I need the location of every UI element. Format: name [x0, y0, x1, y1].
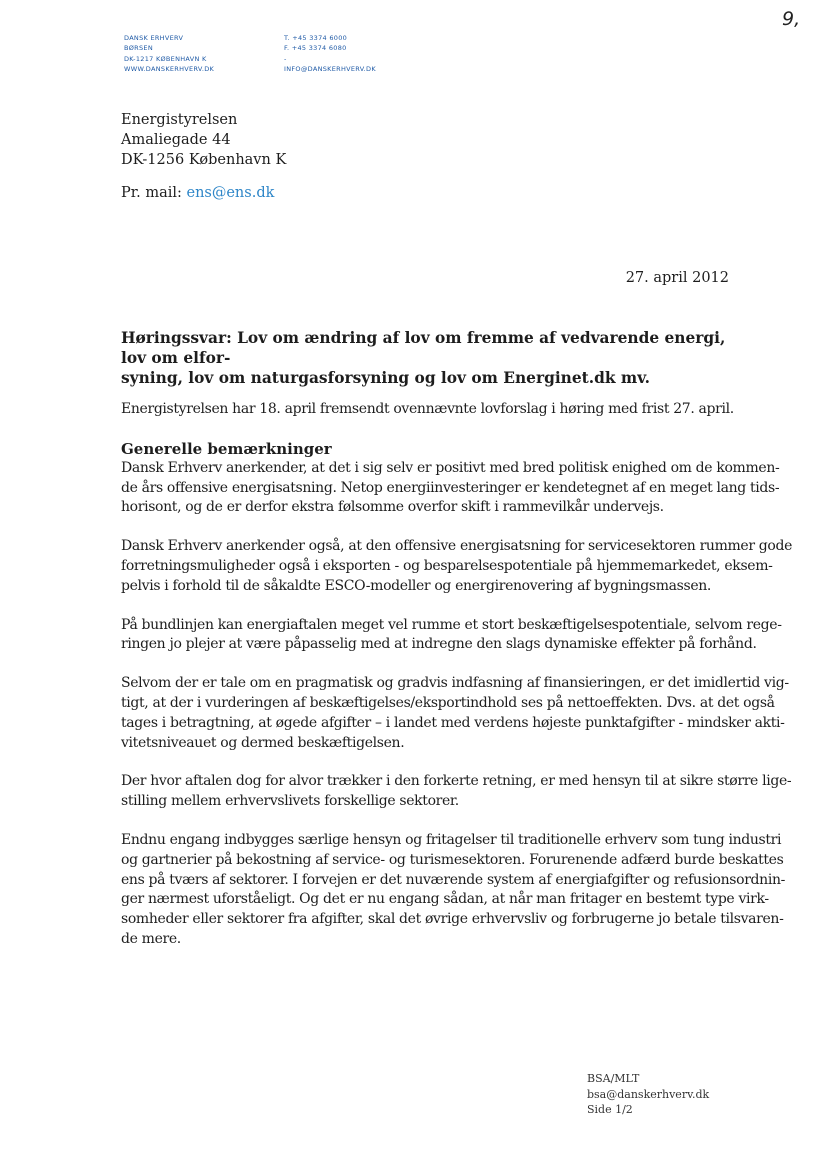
paragraph-line: tigt, at der i vurderingen af beskæftigelses/eksportindhold ses på nettoeffekten. Dvs. at det også: [121, 694, 775, 711]
body-paragraph: [121, 537, 793, 596]
mail-line: [121, 185, 274, 201]
paragraph-line: stilling mellem erhvervslivets forskellige sektorer.: [121, 793, 459, 810]
phone-number: T. +45 3374 6000: [284, 34, 348, 42]
contact-email-link[interactable]: INFO@DANSKERHVERV.DK: [284, 64, 376, 73]
sender-line: DK-1217 KØBENHAVN K: [124, 54, 207, 63]
subject-line: Høringssvar: Lov om ændring af lov om fremme af vedvarende energi, lov om elfor-: [121, 329, 726, 367]
sender-website-link[interactable]: WWW.DANSKERHVERV.DK: [124, 64, 215, 73]
recipient-city: DK-1256 København K: [121, 152, 287, 168]
recipient-address: [121, 110, 286, 170]
recipient-email-link[interactable]: ens@ens.dk: [186, 185, 275, 201]
section-heading: Generelle bemærkninger: [121, 439, 332, 458]
paragraph-gap: [121, 753, 733, 772]
paragraph-gap: [121, 518, 733, 537]
letter-date: 27. april 2012: [625, 270, 729, 286]
recipient-name: Energistyrelsen: [121, 112, 238, 128]
intro-paragraph: Energistyrelsen har 18. april fremsendt ovennævnte lovforslag i høring med frist 27. april.: [121, 401, 734, 417]
paragraph-line: Der hvor aftalen dog for alvor trækker i den forkerte retning, er med hensyn til at sikre større lige-: [121, 773, 792, 790]
body-paragraph: [121, 772, 792, 812]
paragraph-line: de mere.: [121, 930, 181, 947]
paragraph-gap: [121, 812, 733, 831]
body-paragraph: [121, 616, 782, 656]
paragraph-line: Selvom der er tale om en pragmatisk og gradvis indfasning af finansieringen, er det imidlertid vig-: [121, 675, 789, 692]
paragraph-line: ens på tværs af sektorer. I forvejen er det nuværende system af energiafgifter og refusionsordnin-: [121, 871, 785, 888]
handwritten-page-number: 9,: [782, 8, 801, 30]
paragraph-line: og gartnerier på bekostning af service- og turismesektoren. Forurenende adfærd burde beskattes: [121, 851, 784, 868]
fax-number: F. +45 3374 6080: [284, 44, 347, 53]
paragraph-gap: [121, 655, 733, 674]
footer-initials: BSA/MLT: [587, 1072, 640, 1085]
paragraph-line: ringen jo plejer at være påpasselig med at indregne den slags dynamiske effekter på forhånd.: [121, 636, 757, 653]
paragraph-line: horisont, og de er derfor ekstra følsomme overfor skift i rammevilkår undervejs.: [121, 499, 664, 516]
paragraph-line: pelvis i forhold til de såkaldte ESCO-modeller og energirenovering af bygningsmassen.: [121, 577, 712, 594]
paragraph-gap: [121, 597, 733, 616]
paragraph-line: På bundlinjen kan energiaftalen meget vel rumme et stort beskæftigelsespotentiale, selvom rege-: [121, 616, 782, 633]
body-paragraph: [121, 674, 789, 753]
paragraph-line: somheder eller sektorer fra afgifter, skal det øvrige erhvervsliv og forbrugerne jo betale tilsvaren-: [121, 911, 784, 928]
subject-line: syning, lov om naturgasforsyning og lov om Energinet.dk mv.: [121, 369, 650, 387]
sender-line: DANSK ERHVERV: [124, 34, 184, 42]
letter-subject: [121, 328, 733, 388]
paragraph-line: de års offensive energisatsning. Netop energiinvesteringer er kendetegnet af en meget lang tids-: [121, 479, 780, 496]
letter-footer: [587, 1071, 709, 1118]
paragraph-line: vitetsniveauet og dermed beskæftigelsen.: [121, 734, 405, 751]
letter-body: [121, 400, 793, 950]
paragraph-gap: [121, 420, 733, 439]
mail-label: Pr. mail:: [121, 185, 182, 201]
sender-line: BØRSEN: [124, 44, 153, 53]
sender-contact-block: [284, 33, 376, 74]
paragraph-line: Dansk Erhverv anerkender også, at den offensive energisatsning for servicesektoren rummer gode: [121, 538, 793, 555]
recipient-street: Amaliegade 44: [121, 132, 231, 148]
paragraph-line: forretningsmuligheder også i eksporten - og besparelsespotentiale på hjemmemarkedet, eksem-: [121, 557, 773, 574]
paragraph-line: tages i betragtning, at øgede afgifter – i landet med verdens højeste punktafgifter - mindsker akti-: [121, 714, 785, 731]
paragraph-line: ger nærmest uforståeligt. Og det er nu engang sådan, at når man fritager en bestemt type virk-: [121, 891, 769, 908]
paragraph-line: Endnu engang indbygges særlige hensyn og fritagelser til traditionelle erhverv som tung industri: [121, 831, 782, 848]
sender-address-block: [124, 33, 214, 74]
body-paragraph: [121, 831, 785, 950]
body-paragraph: [121, 459, 780, 518]
footer-email-link[interactable]: bsa@danskerhverv.dk: [587, 1087, 710, 1101]
paragraph-line: Dansk Erhverv anerkender, at det i sig selv er positivt med bred politisk enighed om de kommen-: [121, 459, 780, 476]
footer-page-indicator: Side 1/2: [587, 1103, 633, 1116]
contact-separator: -: [284, 54, 287, 63]
